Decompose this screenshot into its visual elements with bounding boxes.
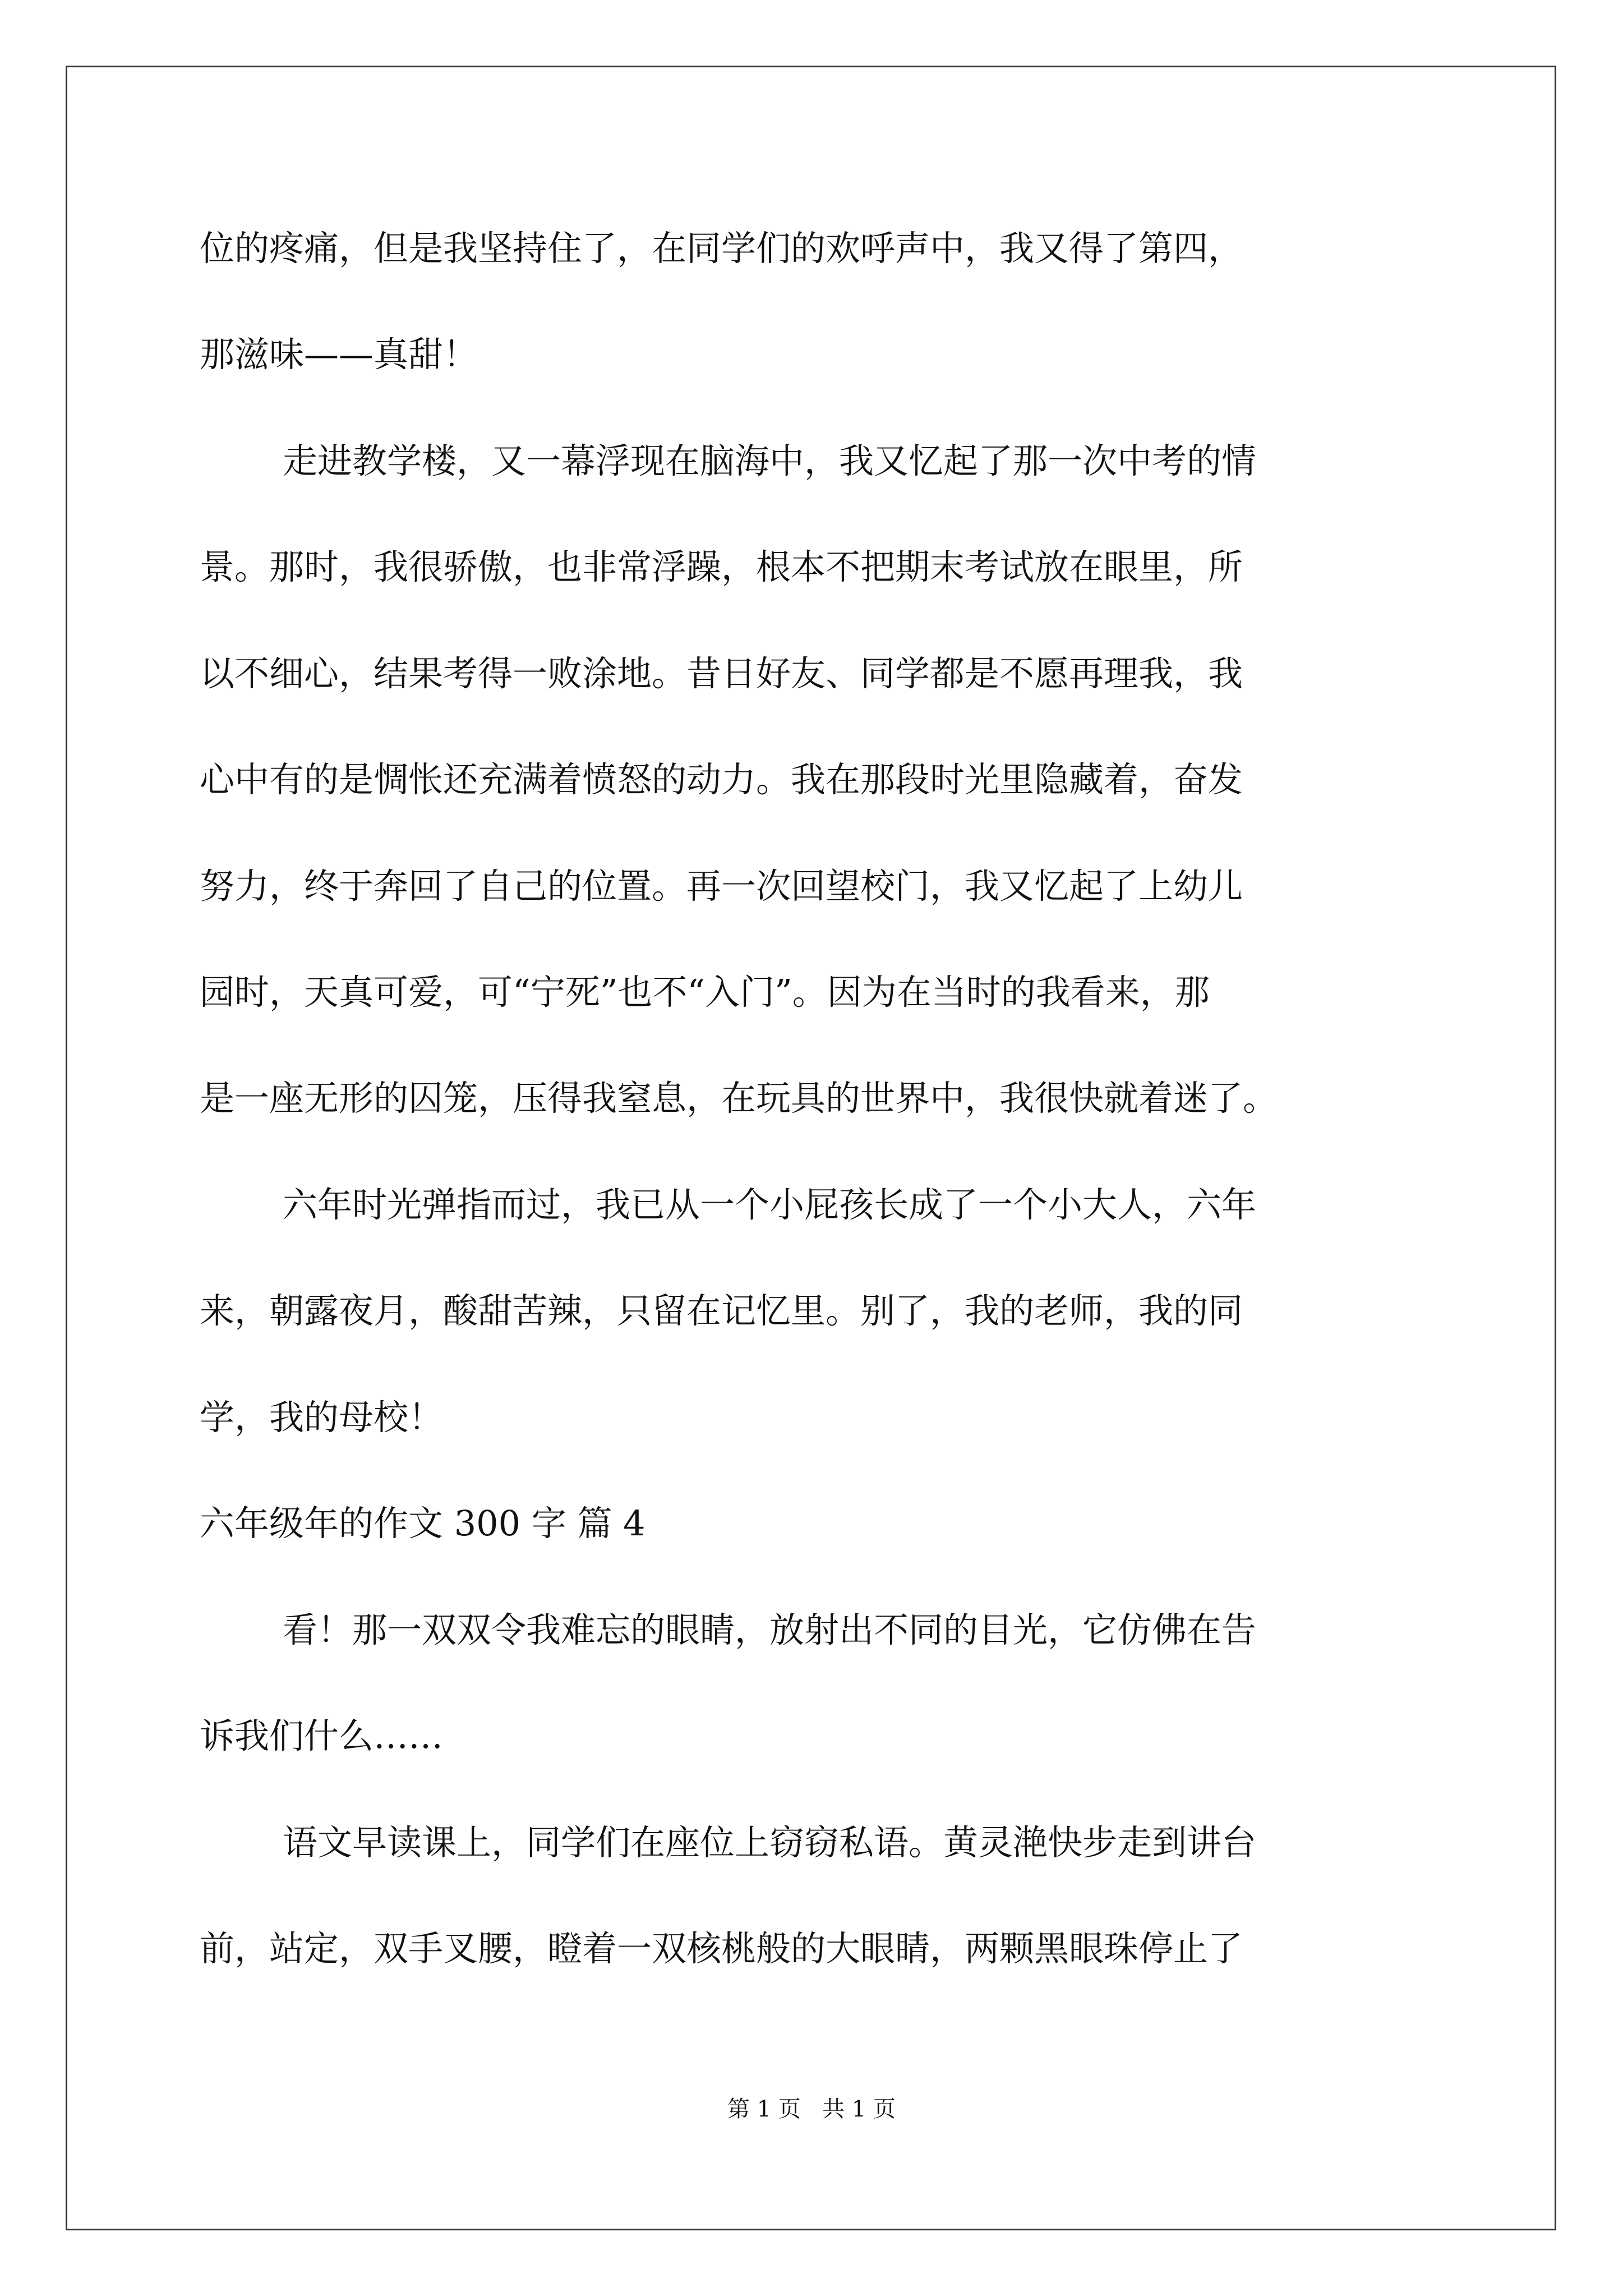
text-line: 看！那一双双令我难忘的眼睛，放射出不同的目光，它仿佛在告 bbox=[283, 1609, 1257, 1650]
text-line: 走进教学楼，又一幕浮现在脑海中，我又忆起了那一次中考的情 bbox=[283, 440, 1257, 481]
text-line: 园时，天真可爱，可“宁死”也不“入门”。因为在当时的我看来，那 bbox=[200, 972, 1210, 1013]
page-border bbox=[66, 66, 1556, 2230]
text-line: 那滋味——真甜！ bbox=[200, 334, 478, 375]
text-line: 以不细心，结果考得一败涂地。昔日好友、同学都是不愿再理我，我 bbox=[200, 653, 1243, 694]
text-line: 来，朝露夜月，酸甜苦辣，只留在记忆里。别了，我的老师，我的同 bbox=[200, 1290, 1243, 1331]
text-line: 景。那时，我很骄傲，也非常浮躁，根本不把期末考试放在眼里，所 bbox=[200, 546, 1243, 587]
text-line: 努力，终于奔回了自己的位置。再一次回望校门，我又忆起了上幼儿 bbox=[200, 866, 1243, 907]
text-line: 前，站定，双手叉腰，瞪着一双核桃般的大眼睛，两颗黑眼珠停止了 bbox=[200, 1928, 1243, 1969]
text-line: 诉我们什么…… bbox=[200, 1715, 444, 1756]
text-line: 位的疼痛，但是我坚持住了，在同学们的欢呼声中，我又得了第四， bbox=[200, 228, 1243, 269]
text-line: 六年时光弹指而过，我已从一个小屁孩长成了一个小大人，六年 bbox=[283, 1184, 1257, 1225]
section-heading: 六年级年的作文 300 字 篇 4 bbox=[200, 1503, 645, 1544]
page-number-footer: 第 1 页 共 1 页 bbox=[727, 2096, 896, 2122]
text-line: 学，我的母校！ bbox=[200, 1397, 444, 1438]
text-line: 心中有的是惆怅还充满着愤怒的动力。我在那段时光里隐藏着，奋发 bbox=[200, 759, 1243, 800]
text-line: 语文早读课上，同学们在座位上窃窃私语。黄灵滟快步走到讲台 bbox=[283, 1822, 1257, 1863]
text-line: 是一座无形的囚笼，压得我窒息，在玩具的世界中，我很快就着迷了。 bbox=[200, 1078, 1278, 1119]
